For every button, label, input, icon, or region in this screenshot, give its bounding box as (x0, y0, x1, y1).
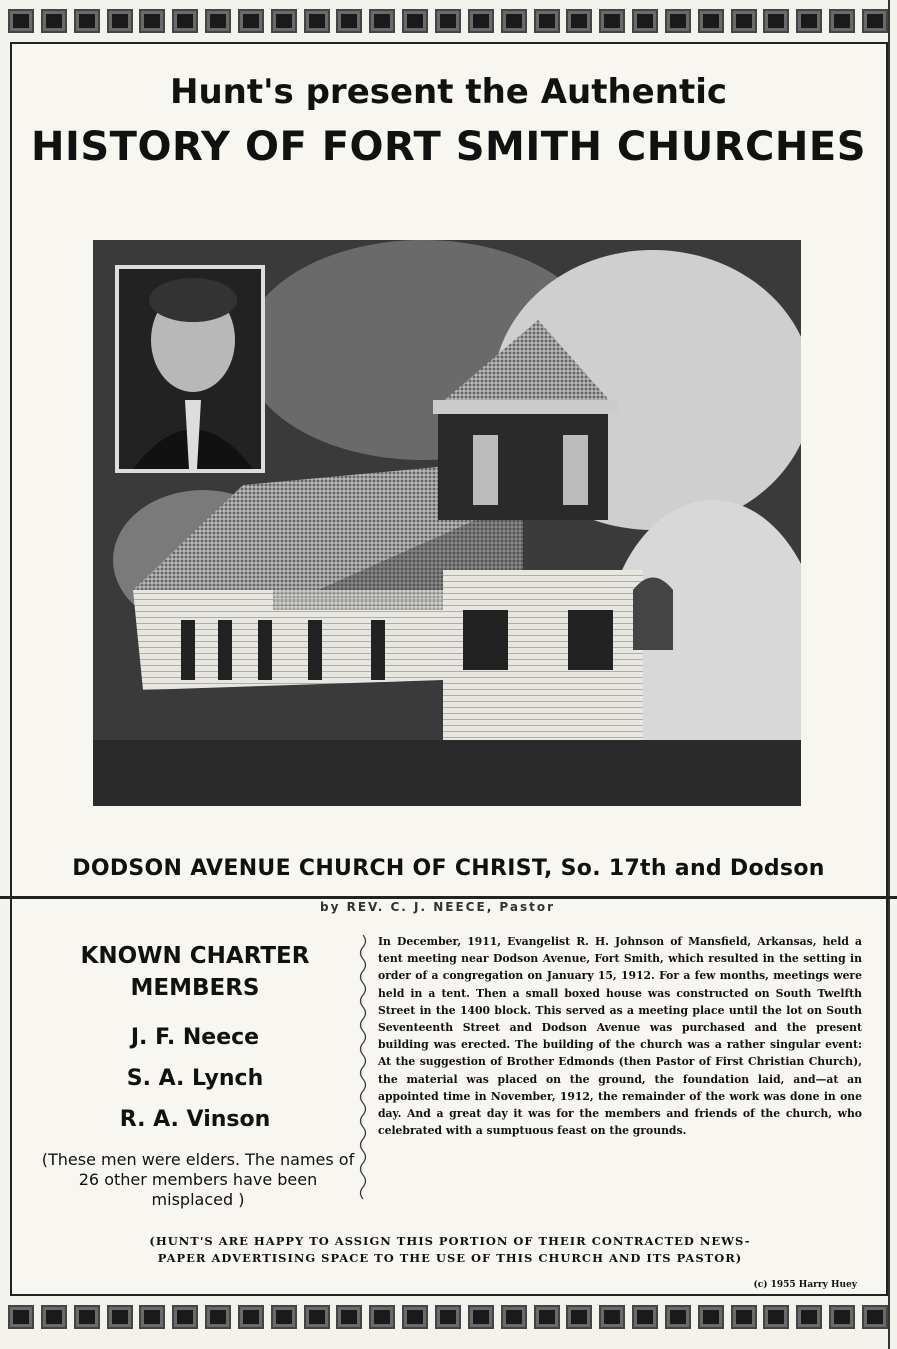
border-square (501, 9, 527, 33)
border-square (632, 1305, 658, 1329)
border-square (435, 1305, 461, 1329)
charter-member: S. A. Lynch (126, 1066, 264, 1091)
church-name: DODSON AVENUE CHURCH OF CHRIST (72, 856, 545, 881)
border-square (796, 1305, 822, 1329)
byline: by REV. C. J. NEECE, Pastor (320, 900, 556, 914)
church-location: , So. 17th and Dodson (544, 856, 825, 881)
border-square (862, 1305, 888, 1329)
border-square (205, 9, 231, 33)
bottom-decorative-border (8, 1300, 888, 1334)
border-square (74, 1305, 100, 1329)
charter-member: J. F. Neece (130, 1025, 260, 1050)
border-square (501, 1305, 527, 1329)
border-square (41, 1305, 67, 1329)
border-square (468, 1305, 494, 1329)
border-square (336, 9, 362, 33)
border-square (632, 9, 658, 33)
footer-line-1: (HUNT'S ARE HAPPY TO ASSIGN THIS PORTION OF THEIR CONTRACTED NEWS- (149, 1234, 751, 1248)
border-square (534, 9, 560, 33)
border-square (205, 1305, 231, 1329)
border-square (172, 9, 198, 33)
border-square (731, 1305, 757, 1329)
page-edge-line (888, 0, 890, 1349)
charter-heading-line1: KNOWN CHARTER (80, 943, 310, 969)
border-square (829, 1305, 855, 1329)
border-square (665, 9, 691, 33)
border-square (402, 9, 428, 33)
border-square (731, 9, 757, 33)
border-square (41, 9, 67, 33)
border-square (369, 1305, 395, 1329)
border-square (107, 9, 133, 33)
border-square (665, 1305, 691, 1329)
column-squiggle-rule (356, 935, 370, 1200)
border-square (698, 9, 724, 33)
border-square (271, 9, 297, 33)
charter-member: R. A. Vinson (119, 1107, 271, 1132)
border-square (139, 9, 165, 33)
border-square (402, 1305, 428, 1329)
border-square (796, 9, 822, 33)
border-square (336, 1305, 362, 1329)
border-square (829, 9, 855, 33)
charter-note: (These men were elders. The names of 26 other members have been misplaced ) (41, 1150, 355, 1209)
charter-heading-line2: MEMBERS (130, 975, 260, 1001)
border-square (107, 1305, 133, 1329)
border-square (468, 9, 494, 33)
border-square (172, 1305, 198, 1329)
copyright-credit: (c) 1955 Harry Huey (753, 1280, 857, 1290)
border-square (566, 1305, 592, 1329)
border-square (74, 9, 100, 33)
top-decorative-border (8, 4, 888, 38)
church-illustration (93, 240, 801, 806)
church-history-text: In December, 1911, Evangelist R. H. Johnson of Mansfield, Arkansas, held a tent meeting near Dodson Avenue, Fort Smith, which resulted in the setting in order of a congregation on January 15, 1912. For a few months, meetings were held in a tent. Then a small boxed house was constructed on South Twelfth Street in the 1400 block. This served as a meeting place until the lot on South Seventeenth Street and Dodson Avenue was purchased and the present building was erected. The building of the church was a rather singular event: At the suggestion of Brother Edmonds (then Pastor of First Christian Church), the material was placed on the ground, the foundation laid, and—at an appointed time in November, 1912, the remainder of the work was done in one day. And a great day it was for the members and friends of the church, who celebrated with a sumptuous feast on the grounds. (378, 935, 862, 1138)
border-square (304, 9, 330, 33)
border-square (139, 1305, 165, 1329)
border-square (435, 9, 461, 33)
header-line-1: Hunt's present the Authentic (169, 72, 727, 112)
border-square (763, 9, 789, 33)
church-photo (93, 240, 801, 806)
footer-note (40, 1233, 860, 1267)
church-caption (0, 856, 897, 881)
charter-members-heading (40, 940, 350, 1004)
border-square (698, 1305, 724, 1329)
border-square (238, 1305, 264, 1329)
border-square (534, 1305, 560, 1329)
border-square (599, 1305, 625, 1329)
section-divider (0, 896, 897, 899)
border-square (271, 1305, 297, 1329)
border-square (238, 9, 264, 33)
border-square (862, 9, 888, 33)
border-square (763, 1305, 789, 1329)
border-square (304, 1305, 330, 1329)
border-square (566, 9, 592, 33)
border-square (8, 1305, 34, 1329)
header-line-2: HISTORY OF FORT SMITH CHURCHES (30, 124, 867, 170)
footer-line-2: PAPER ADVERTISING SPACE TO THE USE OF THIS CHURCH AND ITS PASTOR) (157, 1251, 743, 1265)
border-square (599, 9, 625, 33)
border-square (369, 9, 395, 33)
border-square (8, 9, 34, 33)
